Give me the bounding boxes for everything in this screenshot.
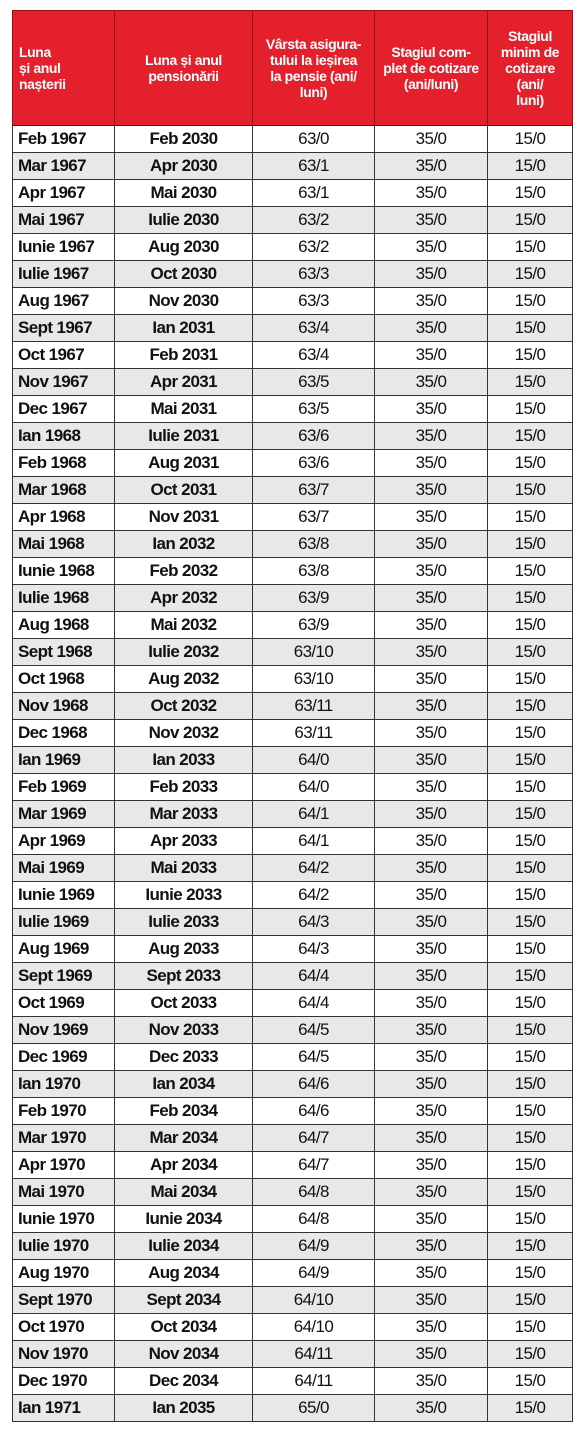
cell-full-contribution: 35/0 — [375, 1152, 488, 1179]
cell-retirement-month-year: Mar 2034 — [115, 1125, 253, 1152]
cell-birth-month-year: Nov 1967 — [13, 369, 115, 396]
table-row — [13, 504, 573, 531]
cell-minimum-contribution: 15/0 — [488, 315, 573, 342]
cell-retirement-month-year: Feb 2034 — [115, 1098, 253, 1125]
table-row — [13, 1152, 573, 1179]
cell-birth-month-year: Sept 1970 — [13, 1287, 115, 1314]
cell-minimum-contribution: 15/0 — [488, 963, 573, 990]
cell-full-contribution: 35/0 — [375, 477, 488, 504]
cell-minimum-contribution: 15/0 — [488, 612, 573, 639]
cell-full-contribution: 35/0 — [375, 1017, 488, 1044]
cell-retirement-month-year: Nov 2030 — [115, 288, 253, 315]
cell-minimum-contribution: 15/0 — [488, 531, 573, 558]
cell-birth-month-year: Iunie 1970 — [13, 1206, 115, 1233]
cell-retirement-age: 63/2 — [253, 234, 375, 261]
table-row — [13, 801, 573, 828]
cell-birth-month-year: Mar 1969 — [13, 801, 115, 828]
cell-retirement-age: 64/1 — [253, 828, 375, 855]
cell-full-contribution: 35/0 — [375, 504, 488, 531]
table-row — [13, 828, 573, 855]
cell-full-contribution: 35/0 — [375, 531, 488, 558]
cell-retirement-age: 64/11 — [253, 1368, 375, 1395]
table-row — [13, 612, 573, 639]
cell-full-contribution: 35/0 — [375, 909, 488, 936]
table-body — [13, 126, 573, 1422]
cell-birth-month-year: Aug 1968 — [13, 612, 115, 639]
cell-retirement-age: 64/9 — [253, 1233, 375, 1260]
cell-birth-month-year: Iunie 1967 — [13, 234, 115, 261]
cell-retirement-month-year: Oct 2033 — [115, 990, 253, 1017]
header-birth-month-year: Luna și anul nașterii — [13, 11, 115, 126]
cell-birth-month-year: Iulie 1968 — [13, 585, 115, 612]
cell-retirement-age: 63/10 — [253, 666, 375, 693]
cell-full-contribution: 35/0 — [375, 288, 488, 315]
table-row — [13, 1017, 573, 1044]
cell-retirement-age: 64/4 — [253, 963, 375, 990]
header-retirement-age: Vârsta asigura- tului la ieșirea la pensie (ani/ luni) — [253, 11, 375, 126]
cell-birth-month-year: Dec 1970 — [13, 1368, 115, 1395]
cell-retirement-month-year: Ian 2033 — [115, 747, 253, 774]
cell-minimum-contribution: 15/0 — [488, 423, 573, 450]
cell-full-contribution: 35/0 — [375, 1125, 488, 1152]
table-row — [13, 531, 573, 558]
cell-minimum-contribution: 15/0 — [488, 1071, 573, 1098]
cell-birth-month-year: Apr 1970 — [13, 1152, 115, 1179]
cell-retirement-age: 63/1 — [253, 180, 375, 207]
cell-retirement-age: 65/0 — [253, 1395, 375, 1422]
cell-minimum-contribution: 15/0 — [488, 585, 573, 612]
cell-minimum-contribution: 15/0 — [488, 1341, 573, 1368]
cell-birth-month-year: Iunie 1968 — [13, 558, 115, 585]
cell-birth-month-year: Nov 1968 — [13, 693, 115, 720]
cell-retirement-month-year: Apr 2032 — [115, 585, 253, 612]
cell-minimum-contribution: 15/0 — [488, 180, 573, 207]
table-row — [13, 1071, 573, 1098]
cell-birth-month-year: Nov 1970 — [13, 1341, 115, 1368]
cell-retirement-age: 64/5 — [253, 1017, 375, 1044]
cell-retirement-age: 63/5 — [253, 396, 375, 423]
cell-minimum-contribution: 15/0 — [488, 1152, 573, 1179]
cell-minimum-contribution: 15/0 — [488, 855, 573, 882]
cell-retirement-age: 64/4 — [253, 990, 375, 1017]
cell-full-contribution: 35/0 — [375, 1395, 488, 1422]
cell-minimum-contribution: 15/0 — [488, 153, 573, 180]
cell-minimum-contribution: 15/0 — [488, 126, 573, 153]
cell-minimum-contribution: 15/0 — [488, 1125, 573, 1152]
table-row — [13, 126, 573, 153]
table-row — [13, 261, 573, 288]
cell-retirement-age: 64/7 — [253, 1125, 375, 1152]
cell-full-contribution: 35/0 — [375, 315, 488, 342]
cell-full-contribution: 35/0 — [375, 720, 488, 747]
table-row — [13, 693, 573, 720]
cell-retirement-month-year: Nov 2031 — [115, 504, 253, 531]
cell-birth-month-year: Sept 1969 — [13, 963, 115, 990]
cell-retirement-age: 64/10 — [253, 1314, 375, 1341]
cell-birth-month-year: Apr 1969 — [13, 828, 115, 855]
table-row — [13, 450, 573, 477]
cell-birth-month-year: Nov 1969 — [13, 1017, 115, 1044]
cell-retirement-age: 64/1 — [253, 801, 375, 828]
cell-birth-month-year: Feb 1968 — [13, 450, 115, 477]
table-row — [13, 558, 573, 585]
cell-full-contribution: 35/0 — [375, 1368, 488, 1395]
cell-birth-month-year: Mai 1969 — [13, 855, 115, 882]
cell-retirement-month-year: Iulie 2032 — [115, 639, 253, 666]
cell-minimum-contribution: 15/0 — [488, 558, 573, 585]
cell-birth-month-year: Dec 1967 — [13, 396, 115, 423]
header-full-contribution-period: Stagiul com- plet de cotizare (ani/luni) — [375, 11, 488, 126]
cell-full-contribution: 35/0 — [375, 396, 488, 423]
cell-retirement-month-year: Iulie 2031 — [115, 423, 253, 450]
cell-retirement-age: 63/10 — [253, 639, 375, 666]
cell-retirement-month-year: Ian 2035 — [115, 1395, 253, 1422]
cell-full-contribution: 35/0 — [375, 963, 488, 990]
cell-retirement-month-year: Nov 2034 — [115, 1341, 253, 1368]
cell-retirement-age: 63/9 — [253, 585, 375, 612]
cell-full-contribution: 35/0 — [375, 558, 488, 585]
cell-full-contribution: 35/0 — [375, 693, 488, 720]
cell-birth-month-year: Mai 1970 — [13, 1179, 115, 1206]
cell-retirement-age: 63/7 — [253, 504, 375, 531]
cell-birth-month-year: Iulie 1969 — [13, 909, 115, 936]
cell-full-contribution: 35/0 — [375, 1206, 488, 1233]
cell-retirement-age: 63/4 — [253, 342, 375, 369]
cell-birth-month-year: Oct 1967 — [13, 342, 115, 369]
cell-minimum-contribution: 15/0 — [488, 1233, 573, 1260]
table-row — [13, 288, 573, 315]
cell-full-contribution: 35/0 — [375, 1233, 488, 1260]
cell-retirement-month-year: Aug 2030 — [115, 234, 253, 261]
cell-retirement-age: 63/11 — [253, 720, 375, 747]
cell-minimum-contribution: 15/0 — [488, 720, 573, 747]
table-row — [13, 315, 573, 342]
cell-retirement-age: 64/0 — [253, 774, 375, 801]
cell-birth-month-year: Aug 1967 — [13, 288, 115, 315]
cell-retirement-age: 64/3 — [253, 909, 375, 936]
cell-retirement-month-year: Aug 2033 — [115, 936, 253, 963]
cell-retirement-month-year: Feb 2032 — [115, 558, 253, 585]
cell-full-contribution: 35/0 — [375, 747, 488, 774]
cell-minimum-contribution: 15/0 — [488, 1017, 573, 1044]
cell-full-contribution: 35/0 — [375, 126, 488, 153]
cell-minimum-contribution: 15/0 — [488, 477, 573, 504]
table-row — [13, 639, 573, 666]
table-row — [13, 1260, 573, 1287]
cell-retirement-age: 64/9 — [253, 1260, 375, 1287]
cell-retirement-month-year: Iunie 2033 — [115, 882, 253, 909]
cell-minimum-contribution: 15/0 — [488, 1314, 573, 1341]
cell-retirement-age: 64/8 — [253, 1206, 375, 1233]
cell-minimum-contribution: 15/0 — [488, 1287, 573, 1314]
cell-full-contribution: 35/0 — [375, 828, 488, 855]
cell-birth-month-year: Feb 1969 — [13, 774, 115, 801]
table-row — [13, 234, 573, 261]
cell-full-contribution: 35/0 — [375, 207, 488, 234]
cell-retirement-month-year: Feb 2031 — [115, 342, 253, 369]
cell-retirement-age: 63/5 — [253, 369, 375, 396]
cell-minimum-contribution: 15/0 — [488, 1206, 573, 1233]
cell-minimum-contribution: 15/0 — [488, 990, 573, 1017]
cell-retirement-age: 63/3 — [253, 288, 375, 315]
cell-retirement-month-year: Mai 2034 — [115, 1179, 253, 1206]
cell-birth-month-year: Sept 1968 — [13, 639, 115, 666]
cell-birth-month-year: Feb 1967 — [13, 126, 115, 153]
table-row — [13, 909, 573, 936]
cell-retirement-age: 64/8 — [253, 1179, 375, 1206]
cell-minimum-contribution: 15/0 — [488, 261, 573, 288]
table-row — [13, 963, 573, 990]
table-row — [13, 423, 573, 450]
cell-full-contribution: 35/0 — [375, 261, 488, 288]
cell-full-contribution: 35/0 — [375, 1341, 488, 1368]
cell-full-contribution: 35/0 — [375, 936, 488, 963]
cell-retirement-month-year: Iulie 2033 — [115, 909, 253, 936]
cell-minimum-contribution: 15/0 — [488, 1179, 573, 1206]
cell-birth-month-year: Sept 1967 — [13, 315, 115, 342]
table-row — [13, 180, 573, 207]
cell-minimum-contribution: 15/0 — [488, 666, 573, 693]
cell-birth-month-year: Mar 1968 — [13, 477, 115, 504]
cell-retirement-month-year: Ian 2031 — [115, 315, 253, 342]
cell-minimum-contribution: 15/0 — [488, 693, 573, 720]
cell-retirement-age: 64/6 — [253, 1071, 375, 1098]
cell-retirement-month-year: Mai 2032 — [115, 612, 253, 639]
table-row — [13, 1125, 573, 1152]
cell-birth-month-year: Feb 1970 — [13, 1098, 115, 1125]
cell-retirement-age: 64/11 — [253, 1341, 375, 1368]
cell-retirement-month-year: Nov 2033 — [115, 1017, 253, 1044]
cell-retirement-month-year: Dec 2033 — [115, 1044, 253, 1071]
cell-full-contribution: 35/0 — [375, 1314, 488, 1341]
cell-retirement-month-year: Apr 2030 — [115, 153, 253, 180]
cell-full-contribution: 35/0 — [375, 180, 488, 207]
table-row — [13, 720, 573, 747]
cell-full-contribution: 35/0 — [375, 1287, 488, 1314]
cell-minimum-contribution: 15/0 — [488, 234, 573, 261]
cell-retirement-age: 63/8 — [253, 531, 375, 558]
cell-retirement-age: 64/3 — [253, 936, 375, 963]
table-row — [13, 1395, 573, 1422]
cell-retirement-month-year: Aug 2032 — [115, 666, 253, 693]
cell-minimum-contribution: 15/0 — [488, 396, 573, 423]
cell-retirement-month-year: Apr 2034 — [115, 1152, 253, 1179]
table-row — [13, 1368, 573, 1395]
cell-minimum-contribution: 15/0 — [488, 1044, 573, 1071]
table-row — [13, 882, 573, 909]
header-retirement-month-year: Luna și anul pensionării — [115, 11, 253, 126]
cell-minimum-contribution: 15/0 — [488, 288, 573, 315]
table-row — [13, 369, 573, 396]
cell-full-contribution: 35/0 — [375, 1260, 488, 1287]
cell-birth-month-year: Apr 1967 — [13, 180, 115, 207]
cell-full-contribution: 35/0 — [375, 423, 488, 450]
cell-retirement-age: 63/3 — [253, 261, 375, 288]
cell-retirement-month-year: Mai 2031 — [115, 396, 253, 423]
cell-retirement-age: 63/4 — [253, 315, 375, 342]
cell-retirement-month-year: Iulie 2030 — [115, 207, 253, 234]
cell-minimum-contribution: 15/0 — [488, 450, 573, 477]
cell-full-contribution: 35/0 — [375, 612, 488, 639]
table-row — [13, 585, 573, 612]
table-row — [13, 396, 573, 423]
cell-retirement-age: 64/6 — [253, 1098, 375, 1125]
cell-birth-month-year: Mar 1967 — [13, 153, 115, 180]
cell-retirement-month-year: Oct 2034 — [115, 1314, 253, 1341]
cell-full-contribution: 35/0 — [375, 855, 488, 882]
cell-birth-month-year: Apr 1968 — [13, 504, 115, 531]
cell-retirement-age: 64/2 — [253, 855, 375, 882]
cell-birth-month-year: Ian 1969 — [13, 747, 115, 774]
cell-retirement-age: 64/0 — [253, 747, 375, 774]
cell-retirement-month-year: Sept 2033 — [115, 963, 253, 990]
cell-retirement-month-year: Aug 2031 — [115, 450, 253, 477]
cell-minimum-contribution: 15/0 — [488, 828, 573, 855]
cell-full-contribution: 35/0 — [375, 450, 488, 477]
cell-birth-month-year: Oct 1969 — [13, 990, 115, 1017]
cell-birth-month-year: Ian 1970 — [13, 1071, 115, 1098]
table-row — [13, 1233, 573, 1260]
cell-retirement-age: 63/2 — [253, 207, 375, 234]
table-row — [13, 153, 573, 180]
table-row — [13, 342, 573, 369]
table-row — [13, 207, 573, 234]
cell-retirement-age: 63/6 — [253, 423, 375, 450]
cell-full-contribution: 35/0 — [375, 153, 488, 180]
cell-birth-month-year: Aug 1969 — [13, 936, 115, 963]
table-header — [13, 11, 573, 126]
cell-retirement-age: 64/2 — [253, 882, 375, 909]
cell-retirement-month-year: Sept 2034 — [115, 1287, 253, 1314]
cell-minimum-contribution: 15/0 — [488, 639, 573, 666]
retirement-table-sheet — [12, 10, 572, 1422]
table-row — [13, 1341, 573, 1368]
cell-retirement-age: 64/10 — [253, 1287, 375, 1314]
table-row — [13, 936, 573, 963]
cell-birth-month-year: Ian 1968 — [13, 423, 115, 450]
cell-minimum-contribution: 15/0 — [488, 504, 573, 531]
cell-full-contribution: 35/0 — [375, 639, 488, 666]
cell-full-contribution: 35/0 — [375, 882, 488, 909]
cell-birth-month-year: Oct 1970 — [13, 1314, 115, 1341]
cell-retirement-month-year: Feb 2033 — [115, 774, 253, 801]
cell-full-contribution: 35/0 — [375, 234, 488, 261]
cell-retirement-month-year: Mai 2030 — [115, 180, 253, 207]
cell-full-contribution: 35/0 — [375, 585, 488, 612]
cell-retirement-age: 63/7 — [253, 477, 375, 504]
cell-birth-month-year: Ian 1971 — [13, 1395, 115, 1422]
cell-birth-month-year: Aug 1970 — [13, 1260, 115, 1287]
cell-retirement-age: 63/6 — [253, 450, 375, 477]
cell-retirement-age: 63/9 — [253, 612, 375, 639]
cell-minimum-contribution: 15/0 — [488, 342, 573, 369]
cell-full-contribution: 35/0 — [375, 1098, 488, 1125]
cell-minimum-contribution: 15/0 — [488, 882, 573, 909]
cell-minimum-contribution: 15/0 — [488, 747, 573, 774]
cell-minimum-contribution: 15/0 — [488, 1395, 573, 1422]
cell-birth-month-year: Mar 1970 — [13, 1125, 115, 1152]
cell-retirement-month-year: Feb 2030 — [115, 126, 253, 153]
cell-retirement-month-year: Ian 2032 — [115, 531, 253, 558]
table-row — [13, 1206, 573, 1233]
table-row — [13, 774, 573, 801]
cell-retirement-month-year: Mai 2033 — [115, 855, 253, 882]
cell-retirement-age: 63/8 — [253, 558, 375, 585]
cell-retirement-month-year: Apr 2033 — [115, 828, 253, 855]
table-row — [13, 1179, 573, 1206]
cell-birth-month-year: Iulie 1967 — [13, 261, 115, 288]
retirement-schedule-table — [12, 10, 573, 1422]
cell-minimum-contribution: 15/0 — [488, 909, 573, 936]
cell-minimum-contribution: 15/0 — [488, 369, 573, 396]
cell-full-contribution: 35/0 — [375, 1044, 488, 1071]
cell-full-contribution: 35/0 — [375, 801, 488, 828]
cell-minimum-contribution: 15/0 — [488, 936, 573, 963]
cell-birth-month-year: Dec 1969 — [13, 1044, 115, 1071]
cell-retirement-month-year: Oct 2031 — [115, 477, 253, 504]
cell-retirement-month-year: Iulie 2034 — [115, 1233, 253, 1260]
cell-minimum-contribution: 15/0 — [488, 1098, 573, 1125]
header-minimum-contribution-period: Stagiul minim de cotizare (ani/ luni) — [488, 11, 573, 126]
cell-minimum-contribution: 15/0 — [488, 774, 573, 801]
cell-minimum-contribution: 15/0 — [488, 801, 573, 828]
cell-birth-month-year: Mai 1968 — [13, 531, 115, 558]
cell-retirement-month-year: Apr 2031 — [115, 369, 253, 396]
table-row — [13, 855, 573, 882]
cell-retirement-month-year: Ian 2034 — [115, 1071, 253, 1098]
table-row — [13, 477, 573, 504]
table-row — [13, 1314, 573, 1341]
cell-birth-month-year: Iunie 1969 — [13, 882, 115, 909]
cell-birth-month-year: Dec 1968 — [13, 720, 115, 747]
cell-retirement-month-year: Aug 2034 — [115, 1260, 253, 1287]
cell-retirement-age: 63/1 — [253, 153, 375, 180]
cell-full-contribution: 35/0 — [375, 666, 488, 693]
cell-retirement-month-year: Nov 2032 — [115, 720, 253, 747]
cell-minimum-contribution: 15/0 — [488, 1368, 573, 1395]
cell-full-contribution: 35/0 — [375, 1071, 488, 1098]
table-row — [13, 990, 573, 1017]
cell-retirement-month-year: Dec 2034 — [115, 1368, 253, 1395]
cell-birth-month-year: Iulie 1970 — [13, 1233, 115, 1260]
table-row — [13, 747, 573, 774]
cell-full-contribution: 35/0 — [375, 342, 488, 369]
cell-retirement-month-year: Mar 2033 — [115, 801, 253, 828]
cell-full-contribution: 35/0 — [375, 774, 488, 801]
cell-full-contribution: 35/0 — [375, 1179, 488, 1206]
cell-birth-month-year: Mai 1967 — [13, 207, 115, 234]
table-row — [13, 666, 573, 693]
cell-full-contribution: 35/0 — [375, 990, 488, 1017]
cell-full-contribution: 35/0 — [375, 369, 488, 396]
cell-minimum-contribution: 15/0 — [488, 1260, 573, 1287]
cell-minimum-contribution: 15/0 — [488, 207, 573, 234]
table-header-row — [13, 11, 573, 126]
cell-retirement-age: 63/11 — [253, 693, 375, 720]
cell-retirement-age: 64/5 — [253, 1044, 375, 1071]
cell-retirement-month-year: Iunie 2034 — [115, 1206, 253, 1233]
cell-birth-month-year: Oct 1968 — [13, 666, 115, 693]
cell-retirement-month-year: Oct 2032 — [115, 693, 253, 720]
table-row — [13, 1044, 573, 1071]
table-row — [13, 1098, 573, 1125]
cell-retirement-month-year: Oct 2030 — [115, 261, 253, 288]
cell-retirement-age: 64/7 — [253, 1152, 375, 1179]
cell-retirement-age: 63/0 — [253, 126, 375, 153]
table-row — [13, 1287, 573, 1314]
